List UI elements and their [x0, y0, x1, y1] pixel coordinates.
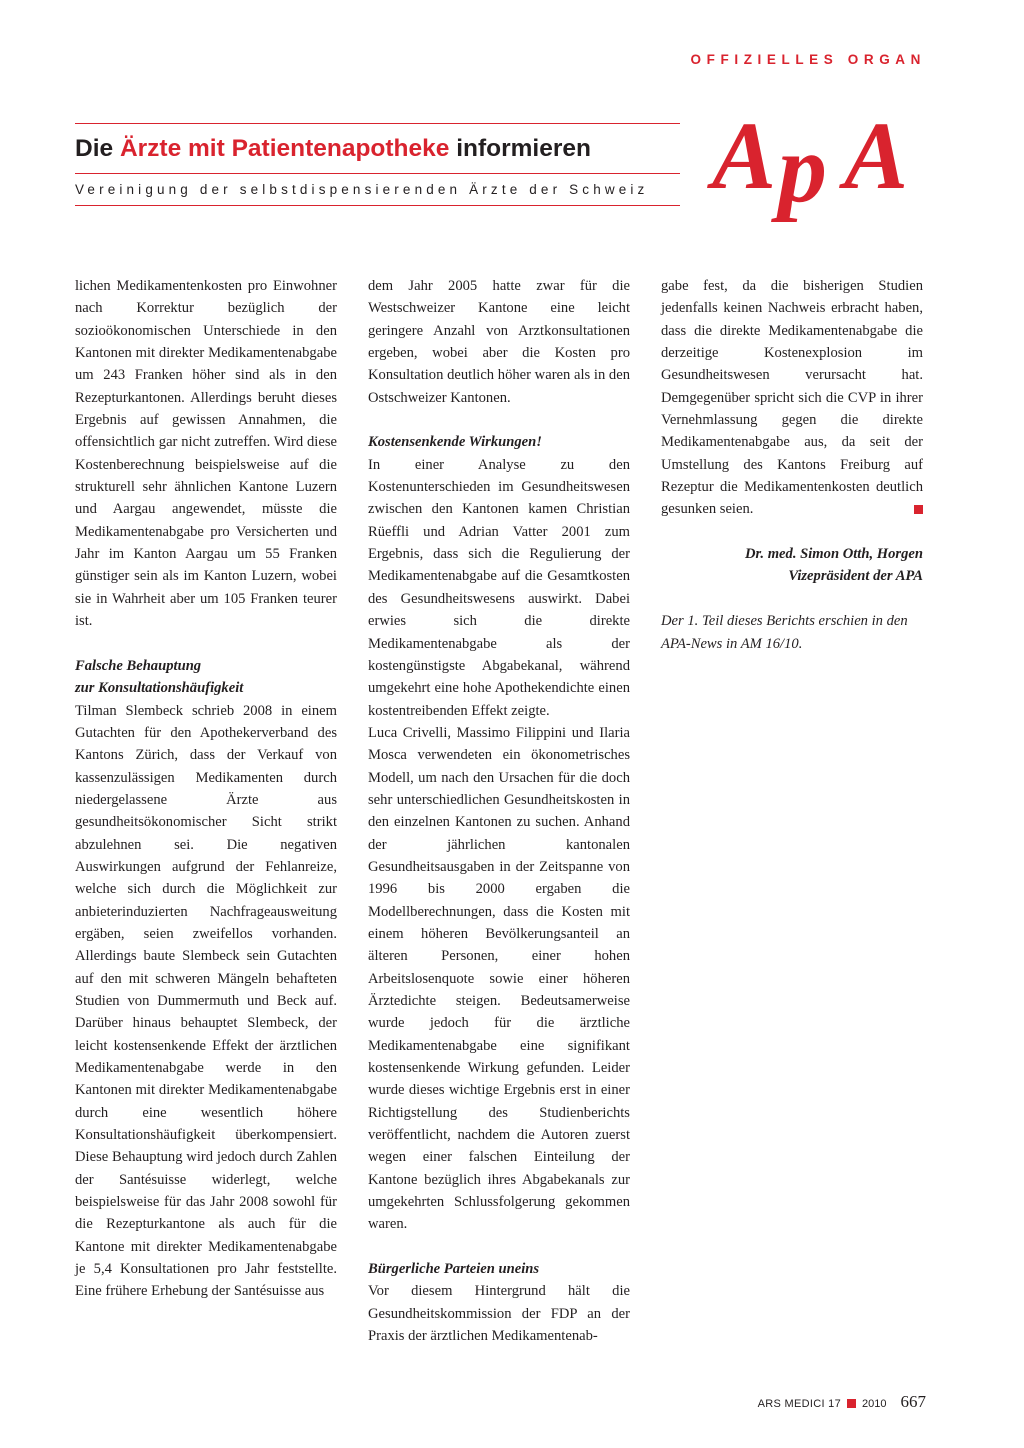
page-footer [758, 1390, 926, 1410]
paragraph: dem Jahr 2005 hatte zwar für die Westschweizer Kantone eine leicht geringere Anzahl von Arztkonsultationen ergeben, wobei aber die Kosten pro Konsultation deutlich höher waren als in den Ostschweizer Kantonen. [368, 278, 630, 406]
author-role: Vizepräsident der APA [788, 568, 923, 585]
paragraph: Tilman Slembeck schrieb 2008 in einem Gutachten für den Apothekerverband des Kantons Zürich, dass der Verkauf von kassenzulässigen Medikamenten durch niedergelassene Ärzte aus gesundheitsökonomischer Sicht strikt abzulehnen sei. Die negativen Auswirkungen aufgrund der Fehlanreize, welche sich durch die Möglichkeit zur anbieterinduzierten Nachfrageausweitung ergäben, seien zweifellos vorhanden. Allerdings baute Slembeck sein Gutachten auf den mit schweren Mängeln behafteten Studien von Dummermuth und Beck auf. Darüber hinaus behauptet Slembeck, der leicht kostensenkende Effekt der ärztlichen Medikamentenabgabe werde in den Kantonen mit direkter Medikamentenabgabe durch eine wesentlich höhere Konsultationshäufigkeit überkompensiert. Diese Behauptung wird jedoch durch Zahlen der Santésuisse widerlegt, welche beispielsweise für das Jahr 2008 sowohl für die Rezepturkantone als auch für die Kantone mit direkter Medikamentenabgabe je 5,4 Konsultationen pro Jahr feststellte. Eine frühere Erhebung der Santésuisse aus [75, 702, 337, 1300]
footer-square-icon [847, 1399, 856, 1408]
apa-logo [712, 102, 926, 238]
journal-year: 2010 [862, 1398, 887, 1410]
paragraph: lichen Medikamentenkosten pro Einwohner nach Korrektur bezüglich der sozioökonomischen Unterschiede in den Kantonen mit direkter Medikamentenabgabe um 243 Franken höher sind als in den Rezepturkantonen. Allerdings beruht dieses Ergebnis auf gewissen Annahmen, die offensichtlich gar nicht zutreffen. Wird diese Kostenberechnung beispielsweise auf die strukturell sehr ähnlichen Kantone Luzern und Aargau angewendet, müsste die Medikamentenabgabe pro Versicherten und Jahr im Kanton Aargau um 55 Franken günstiger sein als im Kanton Luzern, wobei sie in Wahrheit aber um 105 Franken teurer ist. [75, 278, 337, 630]
logo-letter-3: A [844, 102, 909, 209]
section-heading: Bürgerliche Parteien uneins [368, 1261, 540, 1278]
paragraph-text: gabe fest, da die bisherigen Studien jedenfalls keinen Nachweis erbracht haben, dass die direkte Medikamentenabgabe die derzeitige Kostenexplosion im Gesundheitswesen verursacht hat. Demgegenüber spricht sich die CVP in ihrer Vernehmlassung gegen die direkte Medikamentenabgabe aus, da seit der Umstellung des Kantons Freiburg auf Rezeptur die Medikamentenkosten deutlich gesunken seien. [661, 278, 923, 518]
paragraph [661, 275, 923, 521]
section-heading: Falsche Behauptung [75, 657, 202, 674]
paragraph: Luca Crivelli, Massimo Filippini und Ilaria Mosca verwendeten ein ökonometrisches Modell, um nach den Ursachen für die doch sehr unterschiedlichen Gesundheitskosten in den einzelnen Kantonen zu suchen. Anhand der jährlichen kantonalen Gesundheitsausgaben in der Zeitspanne von 1996 bis 2000 ergaben die Modellberechnungen, dass die Kosten mit einem höheren Bevölkerungsanteil an älteren Personen, einer hohen Arbeitslosenquote sowie einer höheren Ärztedichte steigen. Bedeutsamerweise wurde jedoch für die ärztliche Medikamentenabgabe eine signifikant kostensenkende Wirkung gefunden. Leider wurde dieses wichtige Ergebnis erst in einer Richtigstellung des Studienberichts veröffentlicht, nachdem die Autoren zuerst wegen einer falschen Einteilung der Kantone bezüglich ihres Abgabekanals zur umgekehrten Schlussfolgerung gekommen waren. [368, 724, 630, 1233]
section-kicker: OFFIZIELLES ORGAN [690, 52, 926, 67]
page-subtitle: Vereinigung der selbstdispensierenden Ärzte der Schweiz [75, 182, 649, 197]
text-column-1 [75, 275, 337, 1303]
logo-letter-1: A [712, 102, 777, 209]
header-rule-bottom [75, 205, 680, 206]
page-title [75, 135, 680, 163]
section-heading-line2: zur Konsultationshäufigkeit [75, 680, 244, 697]
title-part2: informieren [449, 135, 591, 162]
paragraph: Vor diesem Hintergrund hält die Gesundheitskommission der FDP an der Praxis der ärztlichen Medikamentenab- [368, 1283, 630, 1345]
header-rule-middle [75, 173, 680, 174]
text-column-2 [368, 275, 630, 1348]
author-name: Dr. med. Simon Otth, Horgen [745, 546, 923, 563]
title-part1: Die [75, 135, 120, 162]
title-highlight: Ärzte mit Patientenapotheke [119, 135, 450, 162]
end-of-article-square-icon [914, 505, 923, 514]
text-column-3 [661, 275, 923, 655]
page-number: 667 [900, 1392, 926, 1411]
journal-name: ARS MEDICI 17 [757, 1398, 842, 1410]
paragraph: In einer Analyse zu den Kostenunterschieden im Gesundheitswesen zwischen den Kantonen kamen Christian Rüeffli und Adrian Vatter 2001 zum Ergebnis, dass sich die Regulierung der Medikamentenabgabe auf die Gesamtkosten des Gesundheitswesens auswirkt. Dabei erwies sich die direkte Medikamentenabgabe als der kostengünstigste Abgabekanal, während umgekehrt eine hohe Apothekendichte einen kostentreibenden Effekt zeigte. [368, 456, 630, 719]
logo-letter-2: p [778, 115, 827, 223]
header-rule-top [75, 123, 680, 124]
series-note: Der 1. Teil dieses Berichts erschien in den APA-News in AM 16/10. [661, 613, 908, 652]
section-heading: Kostensenkende Wirkungen! [368, 434, 542, 451]
